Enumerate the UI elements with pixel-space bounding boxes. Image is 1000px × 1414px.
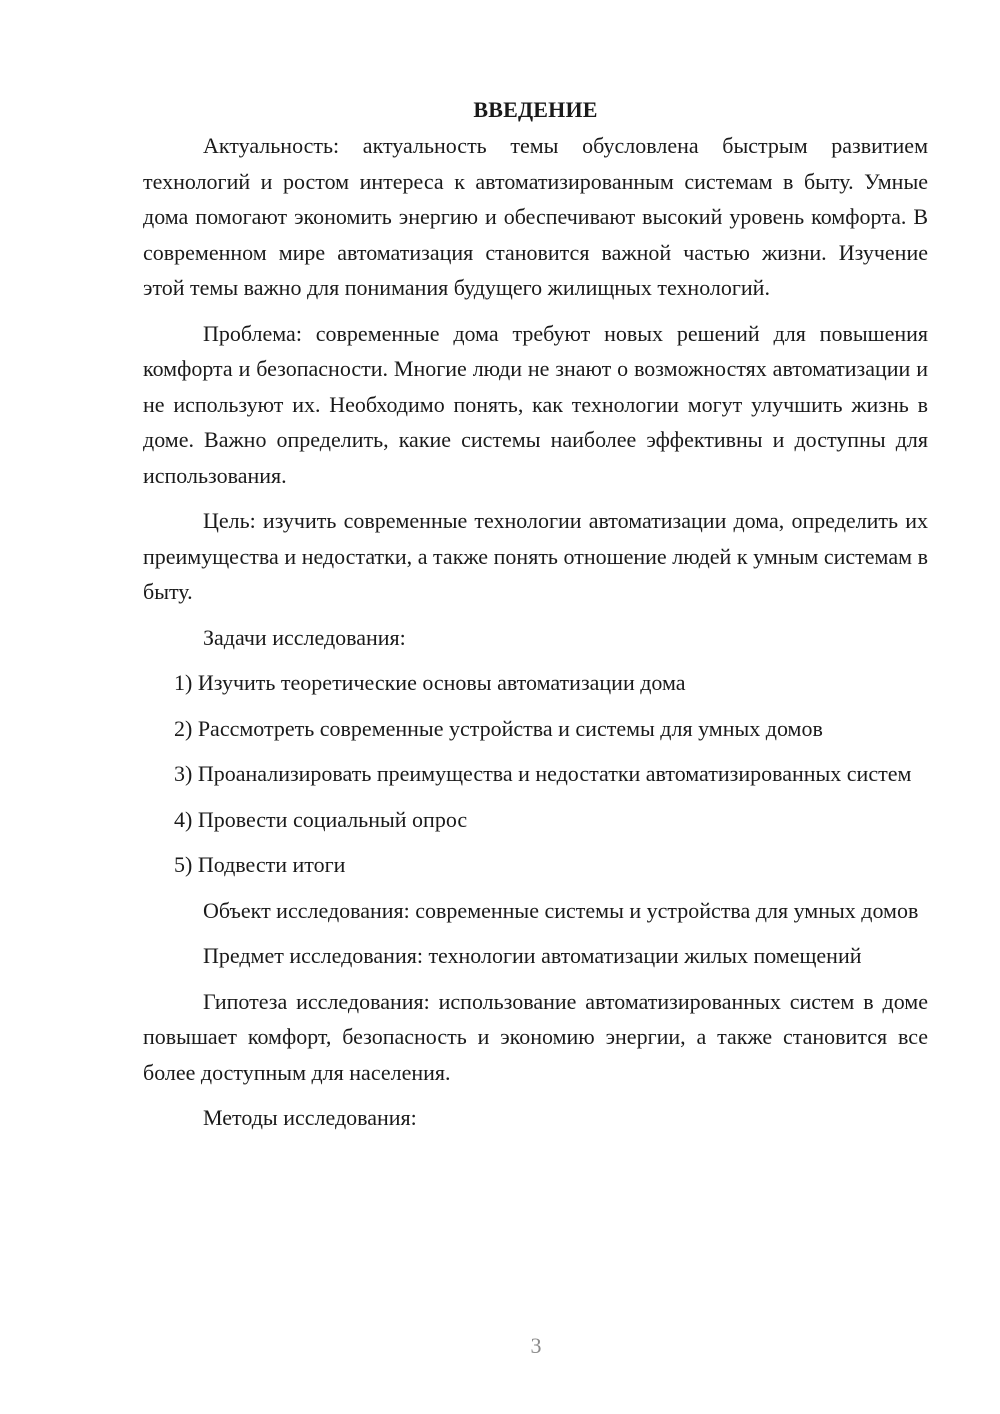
problem-paragraph: Проблема: современные дома требуют новых решений для повышения комфорта и безопасности. Многие люди не знают о возможностях автоматизации и не используют их. Необходимо понять, как технологии могут улучшить жизнь в доме. Важно определить, какие системы наиболее эффективны и доступны для использования.: [143, 320, 928, 488]
task-item-4: 4) Провести социальный опрос: [174, 806, 468, 832]
task-item-3: 3) Проанализировать преимущества и недостатки автоматизированных систем: [174, 761, 912, 786]
section-heading: ВВЕДЕНИЕ: [473, 97, 598, 122]
methods-title: Методы исследования:: [203, 1105, 417, 1130]
object-paragraph: Объект исследования: современные системы и устройства для умных домов: [203, 897, 919, 923]
relevance-paragraph: Актуальность: актуальность темы обусловлена быстрым развитием технологий и ростом интереса к автоматизированным системам в быту. Умные дома помогают экономить энергию и обеспечивают высокий уровень комфорта. В современном мире автоматизация становится важной частью жизни. Изучение этой темы важно для понимания будущего жилищных технологий.: [143, 133, 928, 300]
goal-paragraph: Цель: изучить современные технологии автоматизации дома, определить их преимущества и недостатки, а также понять отношение людей к умным системам в быту.: [143, 508, 928, 604]
task-item-5: 5) Подвести итоги: [174, 852, 346, 877]
page-number: 3: [530, 1333, 542, 1358]
task-item-1: 1) Изучить теоретические основы автоматизации дома: [174, 670, 686, 695]
page-content: [143, 94, 928, 1136]
tasks-title: Задачи исследования:: [203, 624, 406, 650]
subject-paragraph: Предмет исследования: технологии автоматизации жилых помещений: [203, 943, 862, 968]
task-item-2: 2) Рассмотреть современные устройства и системы для умных домов: [174, 715, 823, 741]
hypothesis-paragraph: Гипотеза исследования: использование автоматизированных систем в доме повышает комфорт, безопасность и экономию энергии, а также становится все более доступным для населения.: [143, 988, 928, 1085]
